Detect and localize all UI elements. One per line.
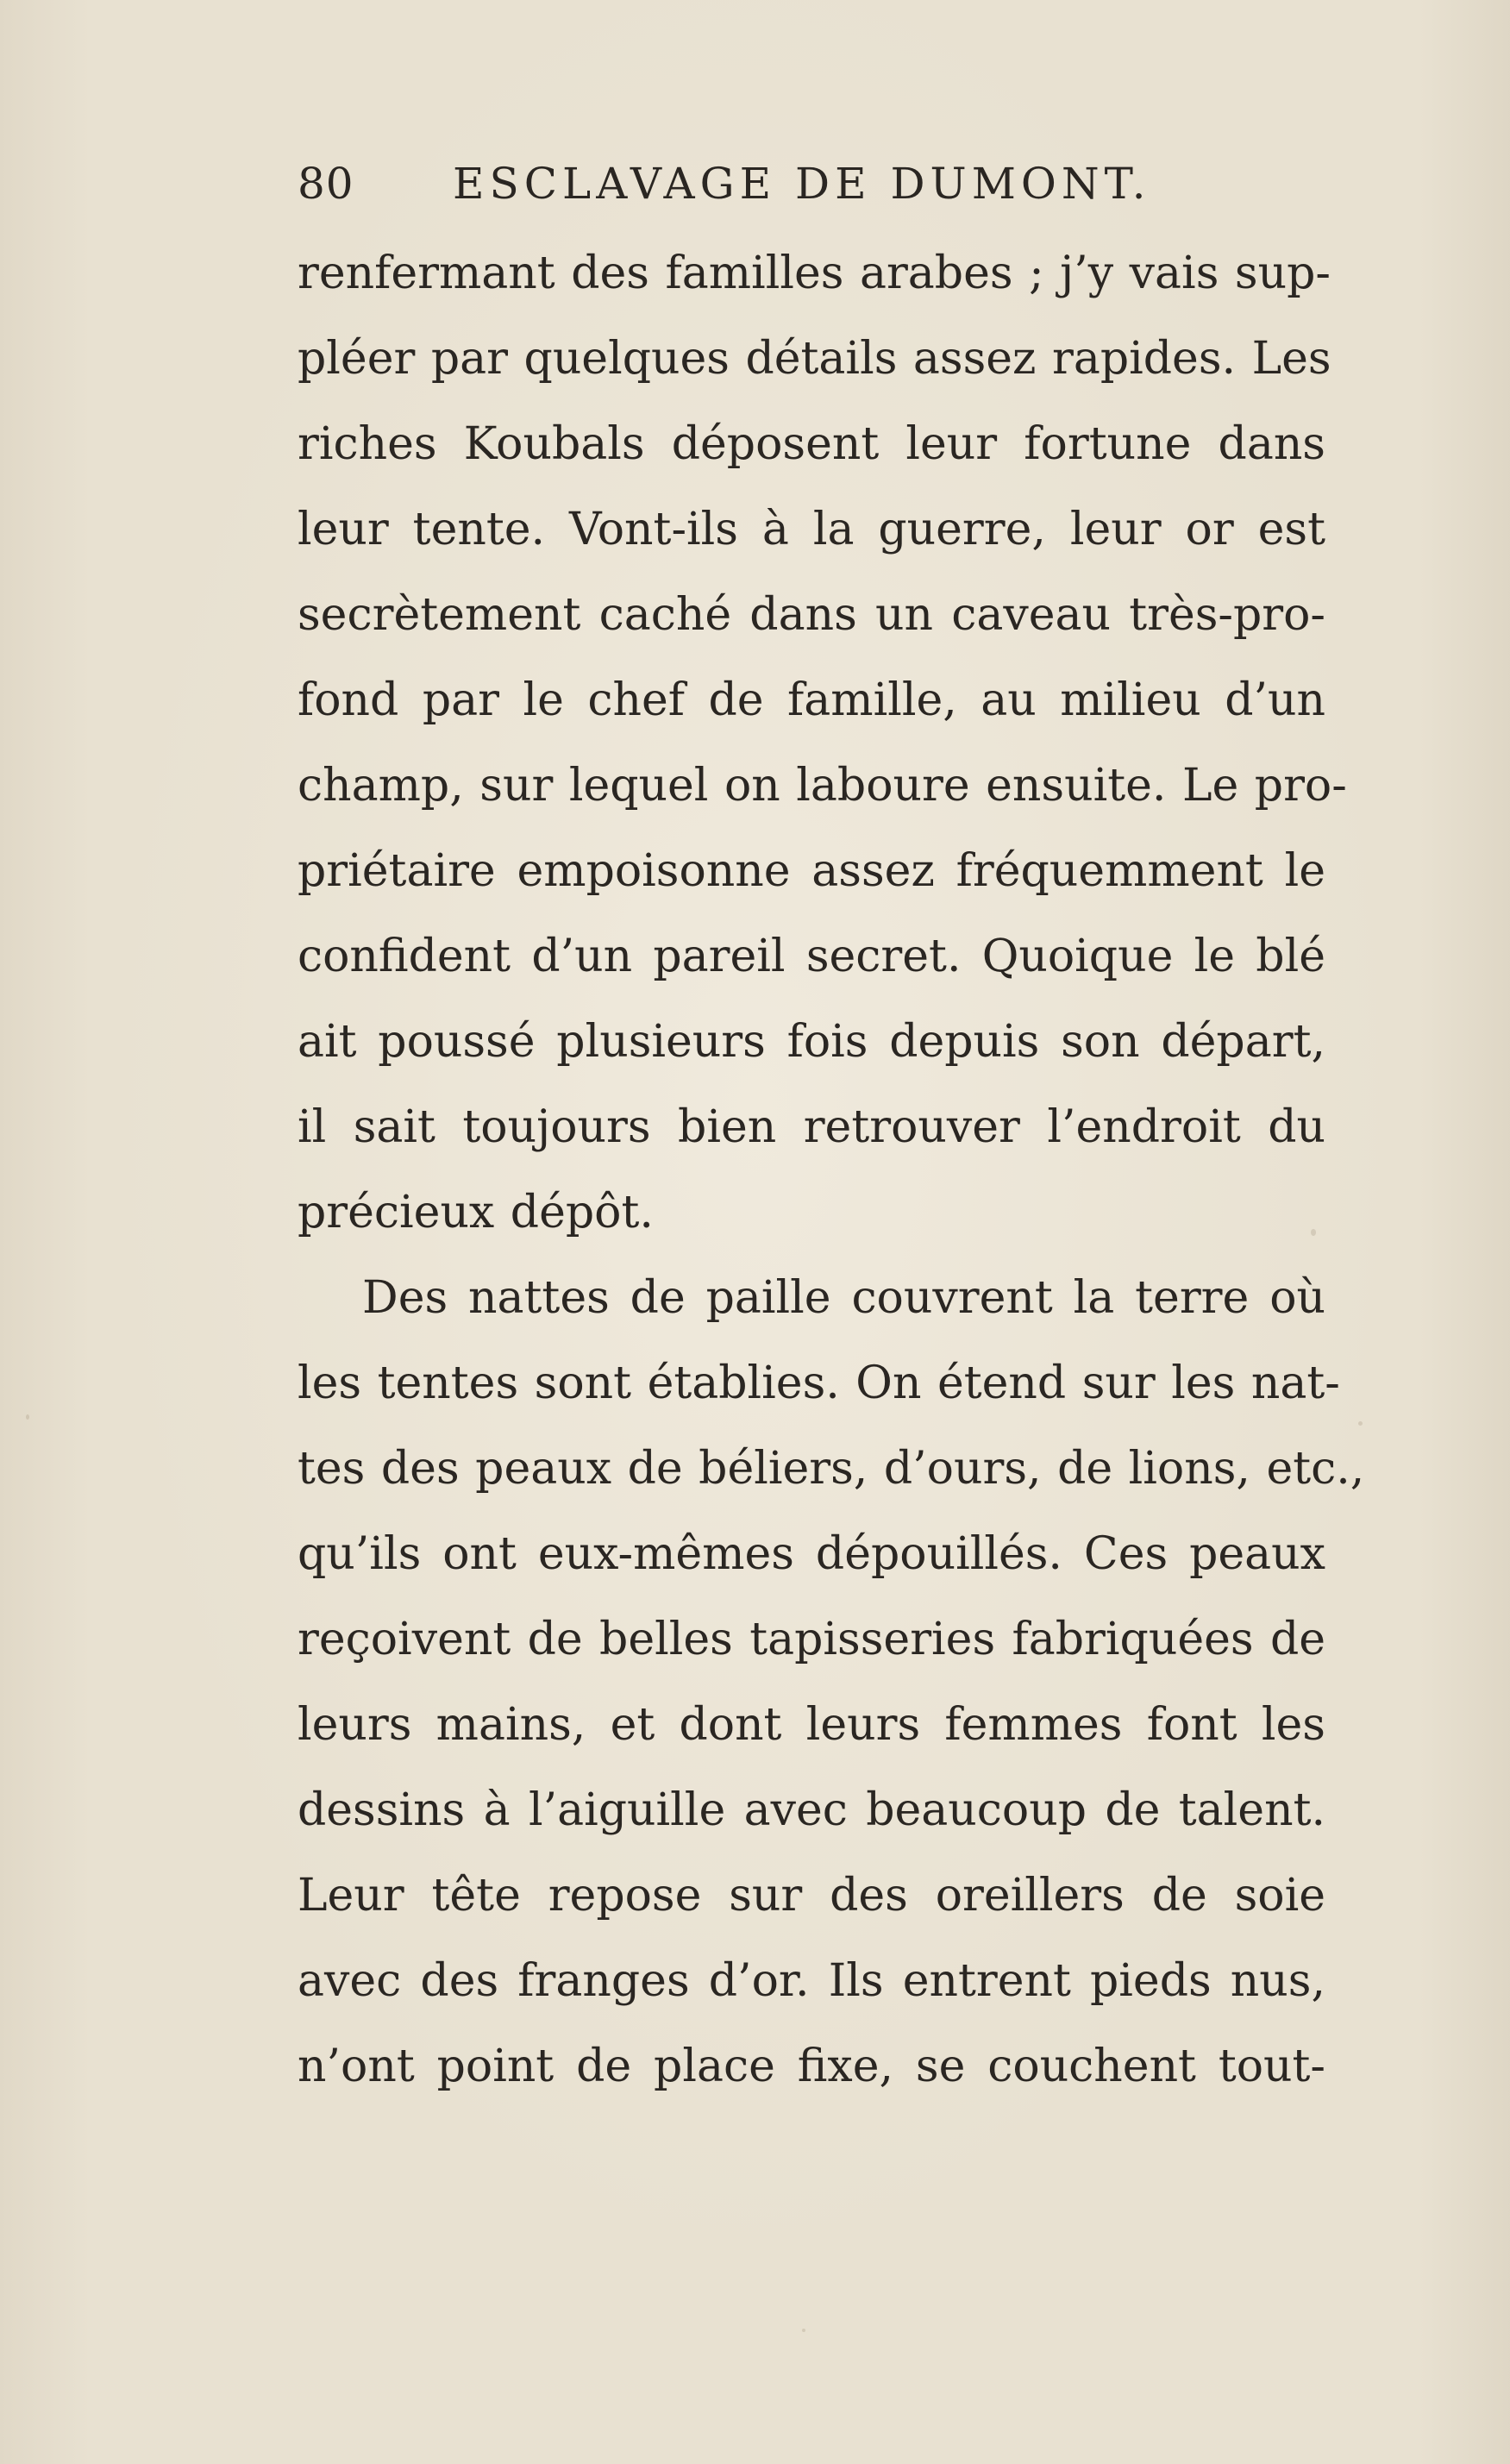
text-line: pléer par quelques détails assez rapides. Les <box>298 333 1331 385</box>
paper-foxing-spot <box>1311 1229 1316 1236</box>
text-line: champ, sur lequel on laboure ensuite. Le pro- <box>298 760 1347 812</box>
text-line: qu’ils ont eux-mêmes dépouillés. Ces peaux <box>298 1528 1325 1580</box>
paragraph-start-line: Des nattes de paille couvrent la terre où <box>362 1272 1325 1324</box>
text-line: ait poussé plusieurs fois depuis son départ, <box>298 1016 1325 1068</box>
paper-foxing-spot <box>1358 1421 1363 1426</box>
body-text <box>298 231 1365 2110</box>
text-line: riches Koubals déposent leur fortune dans <box>298 418 1325 470</box>
text-line: Leur tête repose sur des oreillers de soie <box>298 1870 1325 1922</box>
text-line: secrètement caché dans un caveau très-pro- <box>298 589 1325 641</box>
text-line: dessins à l’aiguille avec beaucoup de talent. <box>298 1784 1325 1836</box>
running-title: ESCLAVAGE DE DUMONT. <box>453 159 1151 209</box>
text-line: il sait toujours bien retrouver l’endroit du <box>298 1101 1325 1153</box>
text-line: n’ont point de place fixe, se couchent tout- <box>298 2041 1325 2092</box>
text-line: avec des franges d’or. Ils entrent pieds nus, <box>298 1955 1325 2007</box>
text-line: renfermant des familles arabes ; j’y vais sup- <box>298 248 1331 299</box>
paper-foxing-spot <box>802 2329 805 2332</box>
text-line: fond par le chef de famille, au milieu d’un <box>298 674 1325 726</box>
running-head <box>298 154 1315 214</box>
text-line: leurs mains, et dont leurs femmes font les <box>298 1699 1325 1751</box>
text-line: tes des peaux de béliers, d’ours, de lions, etc., <box>298 1443 1365 1495</box>
text-line: leur tente. Vont-ils à la guerre, leur or est <box>298 504 1325 555</box>
text-line: confident d’un pareil secret. Quoique le blé <box>298 931 1325 982</box>
paragraph-end-line: précieux dépôt. <box>298 1187 654 1238</box>
text-line: les tentes sont établies. On étend sur les nat- <box>298 1357 1340 1409</box>
text-line: priétaire empoisonne assez fréquemment le <box>298 845 1325 897</box>
page-number: 80 <box>298 159 354 209</box>
paper-foxing-spot <box>26 1414 29 1420</box>
text-line: reçoivent de belles tapisseries fabriquées de <box>298 1614 1325 1665</box>
